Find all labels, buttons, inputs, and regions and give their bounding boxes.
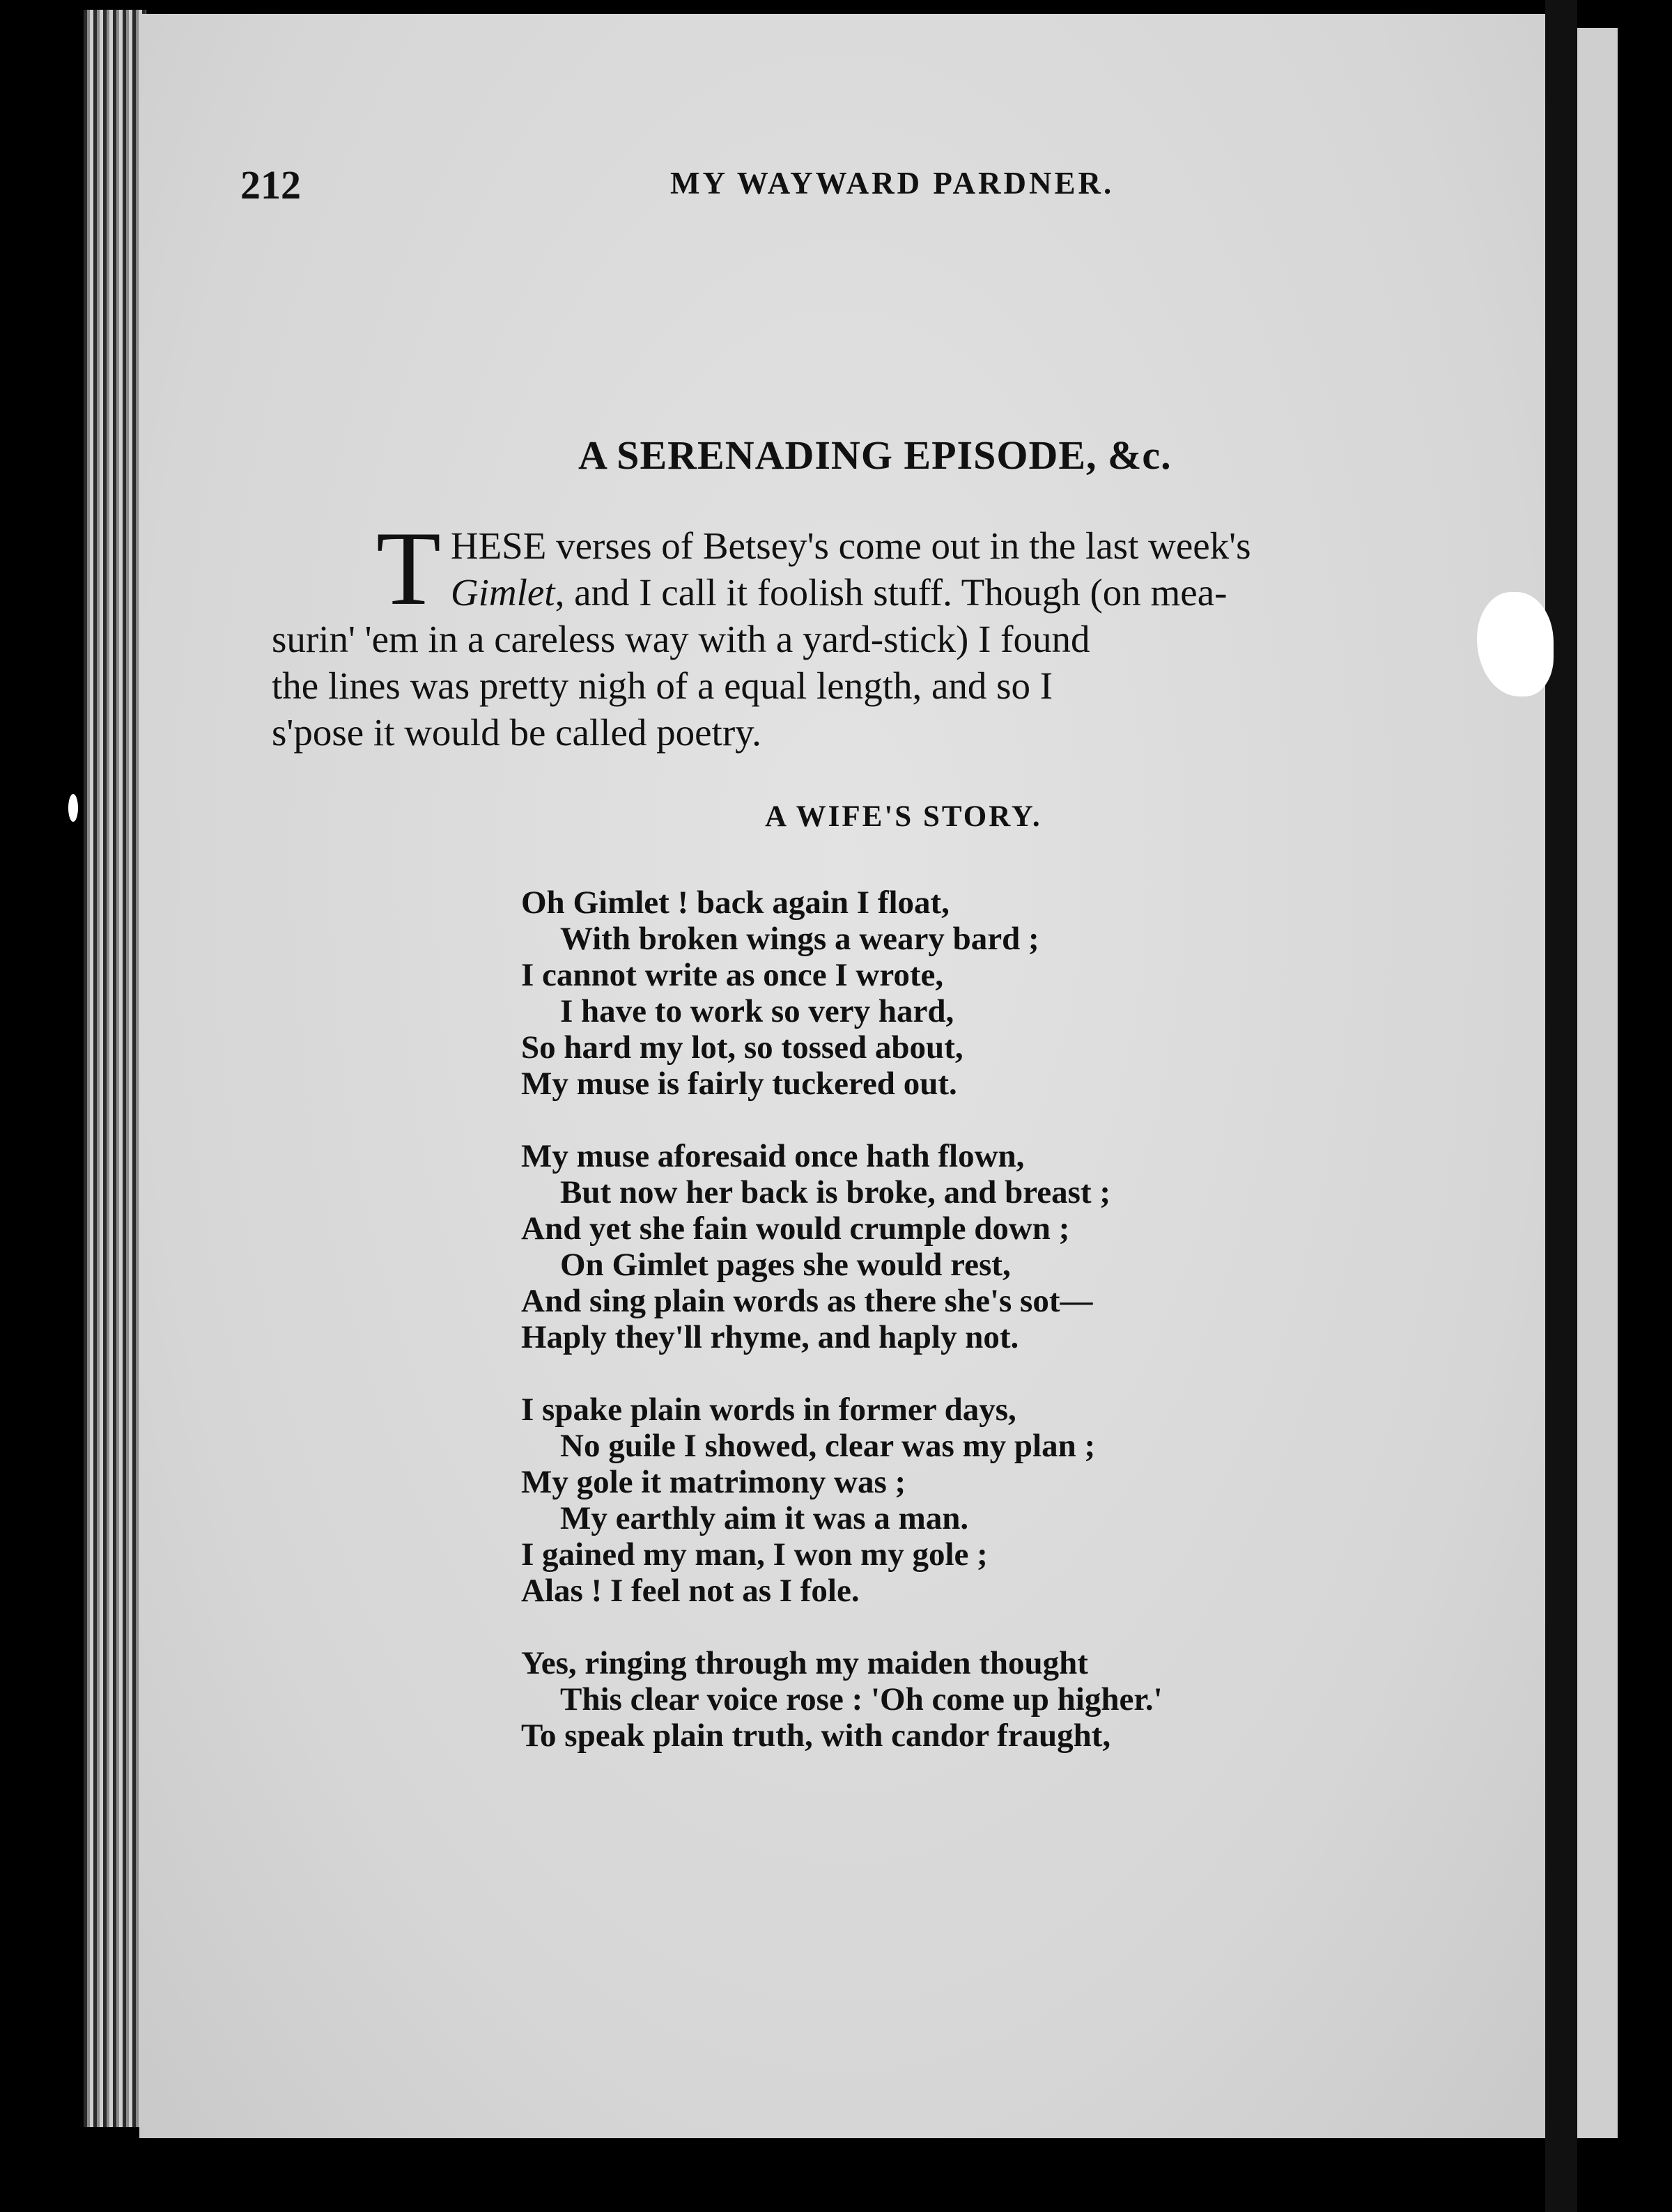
poem-line: And yet she fain would crumple down ; bbox=[521, 1210, 1070, 1247]
section-title: A SERENADING EPISODE, &c. bbox=[578, 433, 1172, 478]
poem-line: To speak plain truth, with candor fraught, bbox=[521, 1718, 1111, 1754]
poem-line: And sing plain words as there she's sot— bbox=[521, 1283, 1093, 1319]
paper-speck bbox=[68, 794, 78, 822]
stanza bbox=[521, 1645, 1163, 1754]
poem-line: I spake plain words in former days, bbox=[521, 1392, 1016, 1428]
poem-line: With broken wings a weary bard ; bbox=[560, 921, 1039, 957]
intro-line: HESE verses of Betsey's come out in the last week's bbox=[450, 524, 1251, 567]
stanza bbox=[521, 1392, 1163, 1609]
poem-line: I have to work so very hard, bbox=[560, 993, 954, 1029]
poem-line: I cannot write as once I wrote, bbox=[521, 957, 944, 993]
stanza bbox=[521, 1138, 1163, 1355]
poem-line: But now her back is broke, and breast ; bbox=[560, 1174, 1111, 1210]
poem-line: So hard my lot, so tossed about, bbox=[521, 1029, 963, 1066]
poem-line: My muse is fairly tuckered out. bbox=[521, 1066, 957, 1102]
poem-line: My muse aforesaid once hath flown, bbox=[521, 1138, 1025, 1174]
running-head: MY WAYWARD PARDNER. bbox=[670, 166, 1115, 201]
poem-line: No guile I showed, clear was my plan ; bbox=[560, 1428, 1096, 1464]
intro-line: s'pose it would be called poetry. bbox=[272, 711, 761, 754]
page-edges bbox=[84, 10, 146, 2127]
intro-line: Gimlet, and I call it foolish stuff. Though (on mea- bbox=[450, 571, 1228, 614]
poem bbox=[521, 885, 1163, 1790]
poem-line: On Gimlet pages she would rest, bbox=[560, 1247, 1011, 1283]
poem-line: Haply they'll rhyme, and haply not. bbox=[521, 1319, 1019, 1355]
poem-line: Yes, ringing through my maiden thought bbox=[521, 1645, 1088, 1681]
poem-line: Alas ! I feel not as I fole. bbox=[521, 1573, 860, 1609]
poem-line: My earthly aim it was a man. bbox=[560, 1500, 969, 1536]
next-page-edge bbox=[1577, 28, 1618, 2138]
intro-line: the lines was pretty nigh of a equal length, and so I bbox=[272, 664, 1053, 707]
italic-word: Gimlet bbox=[450, 571, 555, 614]
poem-line: My gole it matrimony was ; bbox=[521, 1464, 906, 1500]
intro-paragraph bbox=[272, 510, 1449, 756]
poem-line: This clear voice rose : 'Oh come up higher.' bbox=[560, 1681, 1163, 1718]
poem-line: I gained my man, I won my gole ; bbox=[521, 1536, 988, 1573]
stanza bbox=[521, 885, 1163, 1102]
poem-title: A WIFE'S STORY. bbox=[765, 800, 1042, 833]
gutter-shadow bbox=[1545, 0, 1577, 2212]
intro-line: surin' 'em in a careless way with a yard-stick) I found bbox=[272, 618, 1090, 660]
poem-line: Oh Gimlet ! back again I float, bbox=[521, 885, 950, 921]
page-number: 212 bbox=[240, 162, 301, 208]
drop-cap: T bbox=[376, 510, 441, 627]
